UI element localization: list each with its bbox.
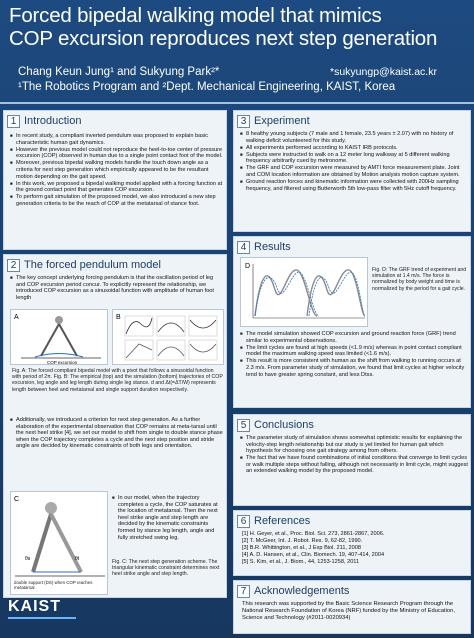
bullet: ■ In this work, we proposed a bipedal walking model applied with a forcing function at the ground contact point that generates COP excursion. xyxy=(10,181,224,194)
section-number: 5 xyxy=(237,419,250,432)
figure-c-text xyxy=(112,495,224,542)
title-line-2: COP excursion reproduces next step generation xyxy=(9,27,438,50)
figure-b xyxy=(112,309,224,365)
bullet: ■ Ground reaction forces and kinematic information were collected with 200Hz sampling frequency, and filtered using Butterworth 5th low-pass filter with 5Hz cutoff frequency. xyxy=(240,179,468,192)
grf-simulation-line-2 xyxy=(309,272,365,316)
bullet: ■ In our model, when the trajectory completes a cycle, the COP saturates at the location of metatarsal. Then the next heel strike angle and step length are decided by the kinematic constraints formed by stance leg length, angle and fully stretched swing leg. xyxy=(112,495,224,541)
section-introduction xyxy=(3,110,227,250)
section-conclusions xyxy=(233,414,471,506)
section-header xyxy=(237,114,310,128)
figure-b-diagram xyxy=(113,310,225,366)
figure-d-caption: Fig. D: The GRF trend of experiment and simulation at 1.4 m/s. The force is normalized by body weight and time is normalized by the period for a gait cycle. xyxy=(372,267,467,292)
figure-a-diagram xyxy=(11,310,109,366)
plot-line-2 xyxy=(158,323,184,332)
reference-item: [5] S. Kim, et al., J. Biom., 44, 1253-1258, 2011 xyxy=(242,559,360,565)
figure-b-label: B xyxy=(116,314,121,321)
figure-c-label: C xyxy=(14,496,20,503)
bullet: ■ The key concept underlying forcing pendulum is that the oscillation period of leg and COP excursion period concur. To explicitly represent the relationship, we introduced COP excursion as a sinusoidal function with amplitude of human foot length xyxy=(10,275,224,301)
experiment-bullets xyxy=(240,131,468,193)
section-title: Acknowledgements xyxy=(254,585,350,597)
intro-bullets xyxy=(10,133,224,208)
figure-a-label: A xyxy=(14,314,19,321)
figure-a xyxy=(10,309,108,365)
figure-c-ds-label: double support (DS) when COP reaches metatarsal xyxy=(14,580,93,590)
subplot-5 xyxy=(157,340,185,360)
section-experiment xyxy=(233,110,471,232)
section-title: Introduction xyxy=(24,115,82,127)
bullet: ■ 8 healthy young subjects (7 male and 1 female, 23.5 years ± 2.07) with no history of walking deficit volunteered for this study. xyxy=(240,131,468,144)
section-title: Experiment xyxy=(254,115,310,127)
header-divider xyxy=(0,102,474,104)
plot-line-4 xyxy=(126,344,152,358)
section-number: 3 xyxy=(237,115,250,128)
bullet: ■ Additionally, we introduced a criterion for next step generation. As a further elaboration of the experimental observation that COP remains at meta-tarsal until the next heel strike [4], we set our model to shift from single to double stance phase when the COP trajectory completes a cycle and the next step position and stride angle are decided by kinematic constraints of both legs and orientation. xyxy=(10,417,224,450)
section-header xyxy=(237,584,349,598)
bullet: ■ The fact that we have found combinations of initial conditions that converge to limit cycles or walk multiple steps without falling, although not necessarily in limit cycle, might suggest an extended walking model by the proposed model. xyxy=(240,455,468,475)
body-mass xyxy=(45,502,57,514)
subplot-3 xyxy=(189,316,217,336)
pendulum-bullets-top xyxy=(10,275,224,302)
plot-line-3 xyxy=(190,320,216,328)
section-number: 7 xyxy=(237,585,250,598)
section-title: The forced pendulum model xyxy=(24,259,161,271)
subplot-6 xyxy=(189,340,217,360)
authors: Chang Keun Jung¹ and Sukyung Park²* xyxy=(18,66,220,78)
body-mass xyxy=(55,316,63,324)
theta-s-label: θs xyxy=(25,556,31,562)
bullet: ■ The parameter study of simulation shows somewhat optimistic results for explaining the velocity-step length relationship but our study is yet limited for human gait which hypothesis for choosing one gait strategy among from others. xyxy=(240,435,468,455)
reference-item: [2] T. McGeer, Int. J. Robot. Res. 9, 62-82, 1990. xyxy=(242,538,363,544)
section-forced-pendulum xyxy=(3,254,227,598)
section-header xyxy=(7,114,81,128)
section-header xyxy=(237,514,310,528)
figure-c-caption: Fig. C: The next step generation scheme. The triangular kinematic constraint determines next heel strike angle and step length. xyxy=(112,559,220,578)
plot-line-6 xyxy=(190,344,216,352)
cop-label: COP excursion xyxy=(47,360,78,365)
subplot-2 xyxy=(157,316,185,336)
conclusions-bullets xyxy=(240,435,468,476)
figure-d xyxy=(240,257,368,327)
bullet: ■ Moreover, previous bipedal walking models handle the touch down angle as a criteria for next step generation which empirically appeared to be the resultant motion depending on the gait speed. xyxy=(10,160,224,180)
section-number: 4 xyxy=(237,241,250,254)
kaist-logo: KAIST xyxy=(8,598,61,615)
email: *sukyungp@kaist.ac.kr xyxy=(330,66,437,78)
plot-line-1 xyxy=(126,318,152,334)
references-list xyxy=(242,531,468,566)
bullet: ■ In recent study, a compliant inverted pendulum was proposed to explain basic characteristic human gait dynamics. xyxy=(10,133,224,146)
plot-line-5 xyxy=(158,347,184,356)
section-header xyxy=(7,258,161,272)
section-number: 1 xyxy=(7,115,20,128)
leg-left xyxy=(41,324,59,356)
acknowledgements-text: This research was supported by the Basic Science Research Program through the National Research Foundation of Korea (NRF) funded by the Ministry of Education, Science and Technology (#2011-0020934) xyxy=(242,601,455,621)
section-number: 6 xyxy=(237,515,250,528)
section-title: Conclusions xyxy=(254,419,314,431)
bullet: ■ However the previous model could not reproduce the heel-to-toe center of pressure excursion (COP) observed in human due to a single point contact foot of the model. xyxy=(10,147,224,160)
subplot-4 xyxy=(125,340,153,360)
reference-item: [3] B.R. Whittington, et al., J Exp Biol. 211, 2008 xyxy=(242,545,361,551)
bullet: ■ All experiments performed according to KAIST IRB protocols. xyxy=(240,145,468,152)
swing-leg xyxy=(51,514,81,572)
leg-right xyxy=(59,324,77,356)
grf-experiment-line-2 xyxy=(307,270,365,316)
section-number: 2 xyxy=(7,259,20,272)
stance-leg xyxy=(33,514,51,572)
bullet: ■ The model simulation showed COP excursion and ground reaction force (GRF) trend similar to experimental observations. xyxy=(240,331,468,344)
bullet: ■ The GRF and COP excursion were measured by AMTI force measurement plate. Joint and COM location information are obtained by Motion analysis motion capture system. xyxy=(240,165,468,178)
kaist-logo-underline xyxy=(8,617,76,619)
section-results xyxy=(233,236,471,408)
section-acknowledgements xyxy=(233,580,471,634)
theta-t-label: θt xyxy=(75,556,80,562)
section-title: Results xyxy=(254,241,291,253)
reference-item: [4] A. D. Hansen, et al., Clin. Biomech. 19, 407-414, 2004 xyxy=(242,552,385,558)
figure-a-caption: Fig. A: The forced compliant bipedal model with a pivot that follows a sinusoidal function with period of 2π. Fig. B: The empirical (top) and the simulation (bottom) trajectories of COP excursion, leg angle and leg length during single leg stance. d and Δt(=ΔT/W) represents length between heel and metatarsal and single support duration respectively. xyxy=(12,368,223,393)
figure-d-label: D xyxy=(245,263,251,270)
bullet: ■ The limit cycles are found at high speeds (<1.9 m/s) whereas in point contact compliant model the maximum walking speed was limited (<1.6 m/s). xyxy=(240,345,468,358)
section-title: References xyxy=(254,515,311,527)
pendulum-bullets-bottom xyxy=(10,417,224,450)
section-header xyxy=(237,240,291,254)
section-header xyxy=(237,418,314,432)
bullet: ■ Subjects were instructed to walk on a 12 meter long walkway at 5 different walking frequency arbitrarily cued by metronome. xyxy=(240,152,468,165)
reference-item: [1] H. Geyer, et al., Proc. Biol. Sci. 273, 2861-2867, 2006. xyxy=(242,531,385,537)
title-line-1: Forced bipedal walking model that mimics xyxy=(9,4,382,27)
poster-title xyxy=(9,4,469,50)
bullet: ■ To perform gait simulation of the proposed model, we also introduced a new step generation criteria to be the reach of COP at the metatarsal of stance foot. xyxy=(10,194,224,207)
affiliation: ¹The Robotics Program and ²Dept. Mechanical Engineering, KAIST, Korea xyxy=(18,81,396,93)
section-references xyxy=(233,510,471,576)
grf-simulation-line xyxy=(255,272,319,316)
figure-c xyxy=(10,491,108,595)
figure-d-plot xyxy=(241,258,369,328)
bullet: ■ This result is more consistent with human as the shift from walking to running occurs at 2.3 m/s. From parameter study of simulation, we found that limit cycles at higher velocity tend to have greater spring constant, and less Dtss. xyxy=(240,358,468,378)
results-bullets xyxy=(240,331,468,379)
